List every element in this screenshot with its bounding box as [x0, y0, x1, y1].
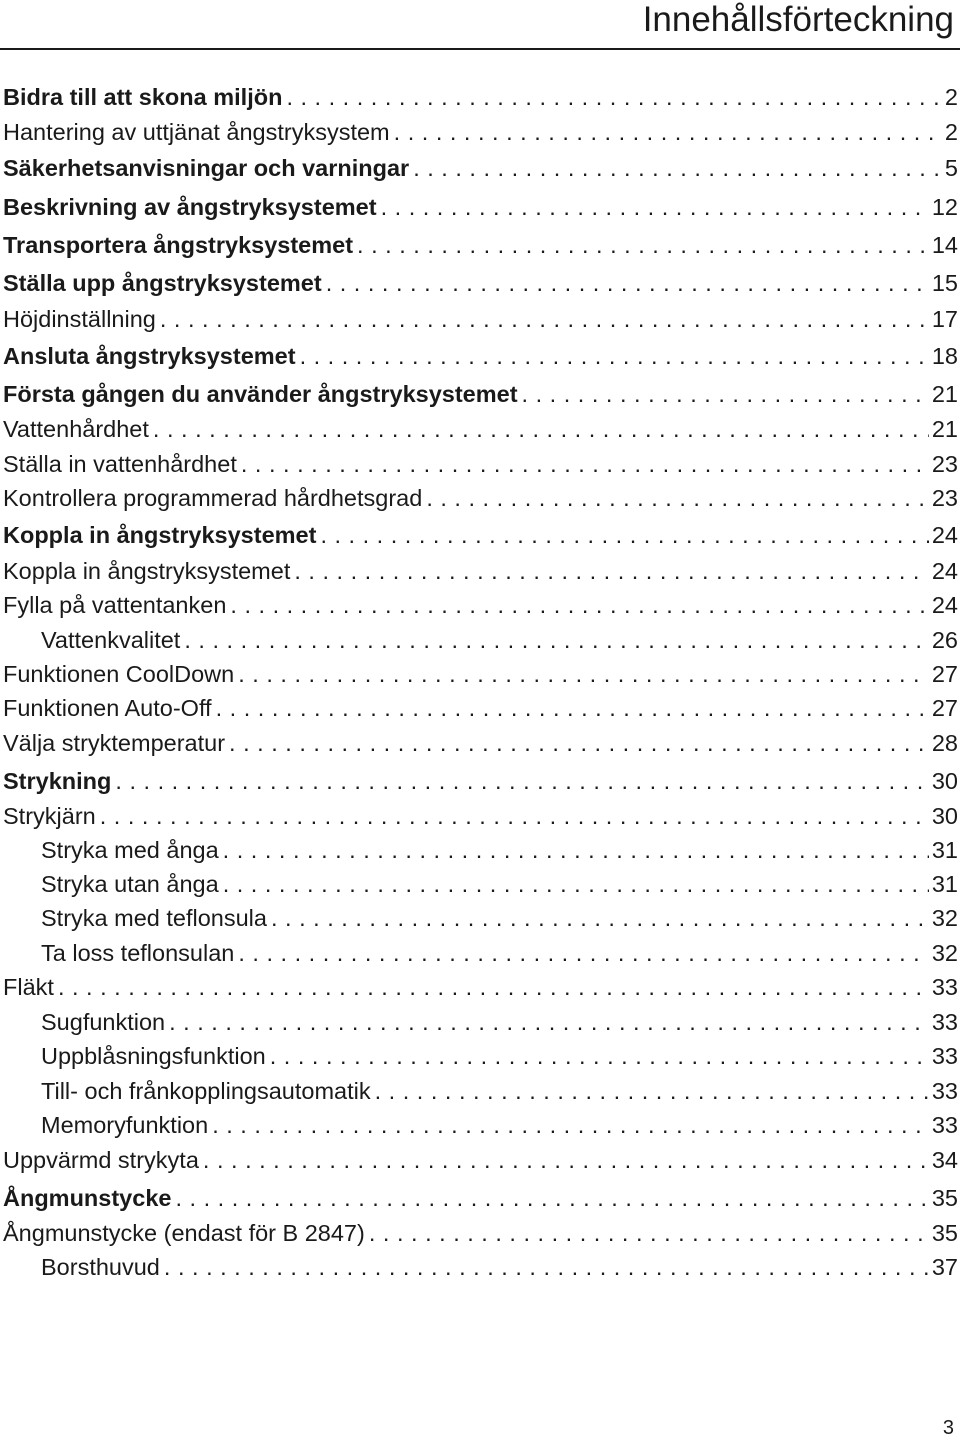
toc-dot-leader — [326, 266, 929, 300]
toc-entry-page: 32 — [931, 940, 958, 966]
toc-entry[interactable] — [0, 518, 958, 552]
toc-dot-leader — [286, 80, 941, 114]
toc-entry[interactable] — [0, 691, 958, 725]
header-rule — [0, 48, 960, 50]
toc-entry[interactable] — [0, 764, 958, 798]
toc-entry[interactable] — [0, 190, 958, 224]
toc-entry-page: 33 — [931, 1009, 958, 1035]
toc-entry[interactable] — [0, 1108, 958, 1142]
toc-entry-title: Ångmunstycke (endast för B 2847) — [3, 1220, 365, 1246]
toc-entry-title: Stryka utan ånga — [41, 871, 219, 897]
toc-entry-title: Stryka med ånga — [41, 837, 219, 863]
toc-dot-leader — [223, 833, 929, 867]
toc-entry-page: 35 — [931, 1220, 958, 1246]
toc-entry[interactable] — [0, 228, 958, 262]
toc-dot-leader — [238, 657, 929, 691]
toc-entry-title: Funktionen CoolDown — [3, 661, 235, 687]
toc-entry-title: Strykjärn — [3, 803, 96, 829]
toc-entry-title: Funktionen Auto-Off — [3, 695, 212, 721]
toc-entry-title: Beskrivning av ångstryksystemet — [3, 194, 377, 220]
toc-entry-page: 21 — [931, 416, 958, 442]
toc-entry-page: 33 — [931, 974, 958, 1000]
toc-dot-leader — [320, 518, 928, 552]
toc-entry-page: 30 — [931, 768, 958, 794]
toc-entry[interactable] — [0, 447, 958, 481]
toc-dot-leader — [522, 377, 929, 411]
toc-entry-title: Bidra till att skona miljön — [3, 84, 283, 110]
toc-entry[interactable] — [0, 1181, 958, 1215]
toc-entry-page: 15 — [931, 270, 958, 296]
toc-entry[interactable] — [0, 302, 958, 336]
toc-entry-page: 2 — [944, 119, 958, 145]
toc-dot-leader — [300, 339, 929, 373]
toc-entry[interactable] — [0, 481, 958, 515]
toc-dot-leader — [223, 867, 929, 901]
toc-entry-title: Höjdinställning — [3, 306, 156, 332]
toc-dot-leader — [160, 302, 929, 336]
toc-dot-leader — [229, 726, 929, 760]
toc-entry[interactable] — [0, 377, 958, 411]
toc-dot-leader — [394, 115, 942, 149]
toc-dot-leader — [381, 190, 929, 224]
toc-entry[interactable] — [0, 1039, 958, 1073]
toc-entry-page: 37 — [931, 1254, 958, 1280]
toc-entry-title: Kontrollera programmerad hårdhetsgrad — [3, 485, 423, 511]
toc-dot-leader — [271, 901, 929, 935]
toc-dot-leader — [58, 970, 929, 1004]
toc-entry[interactable] — [0, 1250, 958, 1284]
toc-dot-leader — [100, 799, 929, 833]
toc-entry-title: Transportera ångstryksystemet — [3, 232, 354, 258]
toc-entry-page: 23 — [931, 485, 958, 511]
toc-entry-page: 17 — [931, 306, 958, 332]
toc-entry[interactable] — [0, 970, 958, 1004]
toc-entry-page: 24 — [931, 522, 958, 548]
toc-entry[interactable] — [0, 867, 958, 901]
toc-dot-leader — [203, 1143, 929, 1177]
toc-entry-page: 28 — [931, 730, 958, 756]
toc-dot-leader — [164, 1250, 929, 1284]
toc-entry-page: 27 — [931, 661, 958, 687]
toc-entry-page: 24 — [931, 558, 958, 584]
toc-entry-page: 31 — [931, 871, 958, 897]
toc-entry-title: Memoryfunktion — [41, 1112, 209, 1138]
toc-dot-leader — [357, 228, 929, 262]
toc-entry-page: 24 — [931, 592, 958, 618]
toc-dot-leader — [153, 412, 929, 446]
toc-entry[interactable] — [0, 554, 958, 588]
toc-entry-page: 33 — [931, 1112, 958, 1138]
toc-dot-leader — [375, 1074, 929, 1108]
toc-entry-title: Vattenkvalitet — [41, 627, 181, 653]
toc-entry[interactable] — [0, 1143, 958, 1177]
toc-entry[interactable] — [0, 80, 958, 114]
toc-entry-page: 23 — [931, 451, 958, 477]
toc-entry-title: Koppla in ångstryksystemet — [3, 558, 291, 584]
toc-entry[interactable] — [0, 799, 958, 833]
toc-entry-title: Uppblåsningsfunktion — [41, 1043, 266, 1069]
toc-entry[interactable] — [0, 833, 958, 867]
toc-entry[interactable] — [0, 901, 958, 935]
toc-entry[interactable] — [0, 339, 958, 373]
toc-entry-page: 35 — [931, 1185, 958, 1211]
page-number: 3 — [942, 1417, 954, 1439]
toc-entry-title: Borsthuvud — [41, 1254, 160, 1280]
toc-entry[interactable] — [0, 1074, 958, 1108]
toc-entry-page: 33 — [931, 1043, 958, 1069]
toc-entry-page: 34 — [931, 1147, 958, 1173]
toc-dot-leader — [212, 1108, 929, 1142]
toc-entry-page: 33 — [931, 1078, 958, 1104]
toc-dot-leader — [175, 1181, 928, 1215]
toc-entry-page: 18 — [931, 343, 958, 369]
toc-entry-page: 14 — [931, 232, 958, 258]
toc-entry-title: Ställa upp ångstryksystemet — [3, 270, 322, 296]
toc-dot-leader — [230, 588, 928, 622]
toc-entry-title: Säkerhetsanvisningar och varningar — [3, 155, 410, 181]
toc-entry-page: 5 — [944, 155, 958, 181]
toc-dot-leader — [294, 554, 929, 588]
toc-dot-leader — [270, 1039, 929, 1073]
toc-entry-page: 32 — [931, 905, 958, 931]
toc-entry-page: 12 — [931, 194, 958, 220]
toc-entry[interactable] — [0, 151, 958, 185]
toc-entry[interactable] — [0, 115, 958, 149]
toc-dot-leader — [115, 764, 928, 798]
toc-dot-leader — [369, 1216, 929, 1250]
toc-entry-page: 26 — [931, 627, 958, 653]
toc-entry-title: Fläkt — [3, 974, 54, 1000]
toc-entry-title: Hantering av uttjänat ångstryksystem — [3, 119, 390, 145]
toc-entry[interactable] — [0, 623, 958, 657]
toc-entry-title: Ansluta ångstryksystemet — [3, 343, 296, 369]
toc-entry[interactable] — [0, 1216, 958, 1250]
toc-dot-leader — [169, 1005, 929, 1039]
toc-dot-leader — [241, 447, 929, 481]
toc-dot-leader — [413, 151, 942, 185]
toc-dot-leader — [238, 936, 929, 970]
toc-entry-title: Ta loss teflonsulan — [41, 940, 235, 966]
toc-entry[interactable] — [0, 1005, 958, 1039]
page-title: Innehållsförteckning — [642, 0, 954, 39]
toc-entry[interactable] — [0, 266, 958, 300]
toc-entry-title: Fylla på vattentanken — [3, 592, 227, 618]
toc-entry[interactable] — [0, 936, 958, 970]
toc-entry-title: Vattenhårdhet — [3, 416, 149, 442]
toc-entry-title: Första gången du använder ångstryksystemet — [3, 381, 518, 407]
toc-entry-title: Stryka med teflonsula — [41, 905, 267, 931]
toc-entry-title: Koppla in ångstryksystemet — [3, 522, 317, 548]
toc-entry-title: Till- och frånkopplingsautomatik — [41, 1078, 371, 1104]
toc-entry-page: 30 — [931, 803, 958, 829]
toc-entry[interactable] — [0, 412, 958, 446]
toc-entry-page: 21 — [931, 381, 958, 407]
toc-entry[interactable] — [0, 588, 958, 622]
toc-dot-leader — [184, 623, 929, 657]
toc-entry-page: 2 — [944, 84, 958, 110]
toc-entry-title: Strykning — [3, 768, 112, 794]
toc-entry-title: Uppvärmd strykyta — [3, 1147, 199, 1173]
toc-dot-leader — [216, 691, 929, 725]
toc-entry-page: 31 — [931, 837, 958, 863]
toc-entry-page: 27 — [931, 695, 958, 721]
toc-entry-title: Ångmunstycke — [3, 1185, 172, 1211]
toc-entry-title: Välja stryktemperatur — [3, 730, 226, 756]
toc-dot-leader — [426, 481, 929, 515]
toc-entry-title: Sugfunktion — [41, 1009, 166, 1035]
toc-entry[interactable] — [0, 726, 958, 760]
toc-entry-title: Ställa in vattenhårdhet — [3, 451, 237, 477]
toc-entry[interactable] — [0, 657, 958, 691]
